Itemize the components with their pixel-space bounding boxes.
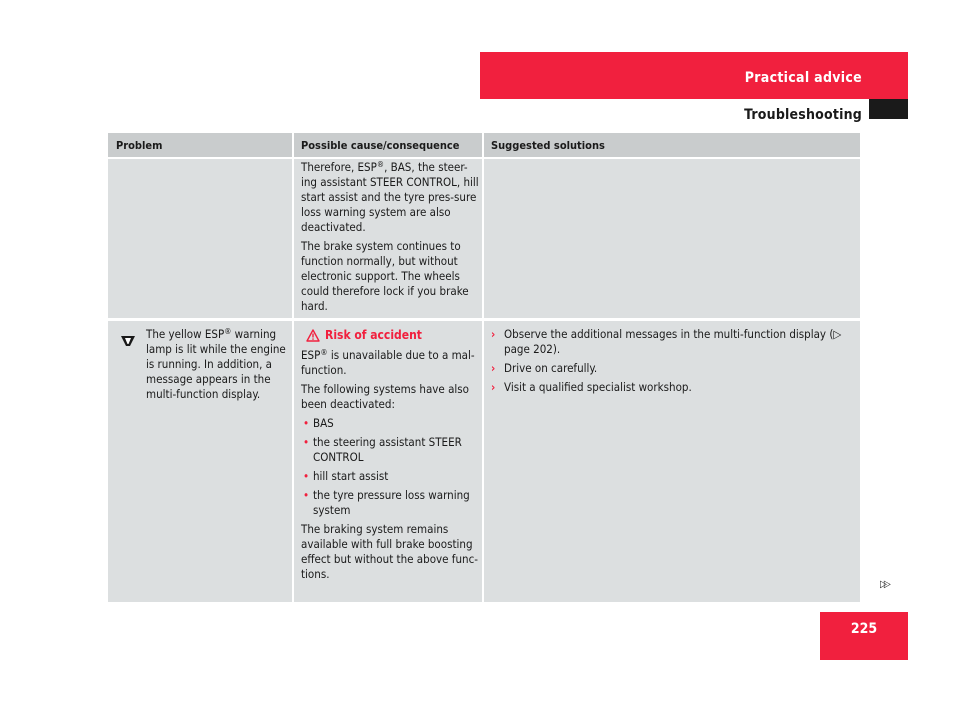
column-header-solutions: Suggested solutions	[491, 139, 605, 152]
risk-label: Risk of accident	[325, 328, 422, 342]
column-header-problem: Problem	[116, 139, 163, 152]
section-title: Practical advice	[744, 70, 862, 86]
row2-cause-cell	[301, 328, 479, 586]
continue-mark: ▷▷	[880, 579, 888, 590]
bullet-dot: •	[303, 416, 310, 430]
arrow-right-icon: ›	[491, 327, 496, 341]
bullet-dot: •	[303, 469, 310, 483]
troubleshooting-table	[108, 133, 860, 602]
column-divider	[482, 133, 484, 602]
table-header-row	[108, 133, 860, 157]
list-item: • BAS	[303, 416, 334, 430]
list-item: › Observe the additional messages in the multi-function display (▷ page 202).	[491, 327, 842, 356]
esp-warning-lamp-icon	[120, 332, 136, 351]
deactivated-systems-list	[301, 416, 479, 518]
row2-cause-paragraph: The braking system remains available with full brake boosting effect but without the above func-tions.	[301, 522, 478, 581]
list-item: • the tyre pressure loss warning system	[303, 488, 470, 517]
warning-triangle-icon	[301, 329, 325, 342]
row-divider	[108, 318, 860, 321]
list-item: › Drive on carefully.	[491, 361, 598, 375]
section-tab-marker	[869, 99, 908, 119]
list-item: • the steering assistant STEER CONTROL	[303, 435, 462, 464]
row1-cause-cell	[301, 160, 479, 318]
row2-cause-paragraph: The following systems have also been deactivated:	[301, 382, 470, 411]
arrow-right-icon: ›	[491, 361, 496, 375]
risk-heading	[301, 328, 479, 343]
page-number-box	[820, 612, 908, 660]
column-divider	[292, 133, 294, 602]
page-number: 225	[850, 621, 878, 637]
list-item: • hill start assist	[303, 469, 389, 483]
row2-solutions-cell	[491, 327, 851, 399]
row1-cause-paragraph: The brake system continues to function normally, but without electronic support. The wheels could therefore lock if you brake hard.	[301, 239, 469, 313]
column-header-cause: Possible cause/consequence	[301, 139, 460, 152]
bullet-dot: •	[303, 488, 310, 502]
row1-cause-paragraph: Therefore, ESP®, BAS, the steer-ing assistant STEER CONTROL, hill start assist and the tyre pres-sure loss warning system are also deactivated.	[301, 160, 479, 234]
subsection-title: Troubleshooting	[744, 107, 862, 123]
solutions-list	[491, 327, 851, 395]
row2-problem-cell: The yellow ESP® warning lamp is lit while the engine is running. In addition, a message appears in the multi-function display.	[146, 327, 286, 401]
arrow-right-icon: ›	[491, 380, 496, 394]
row2-cause-paragraph: ESP® is unavailable due to a mal-function.	[301, 348, 475, 377]
bullet-dot: •	[303, 435, 310, 449]
list-item: › Visit a qualified specialist workshop.	[491, 380, 692, 394]
